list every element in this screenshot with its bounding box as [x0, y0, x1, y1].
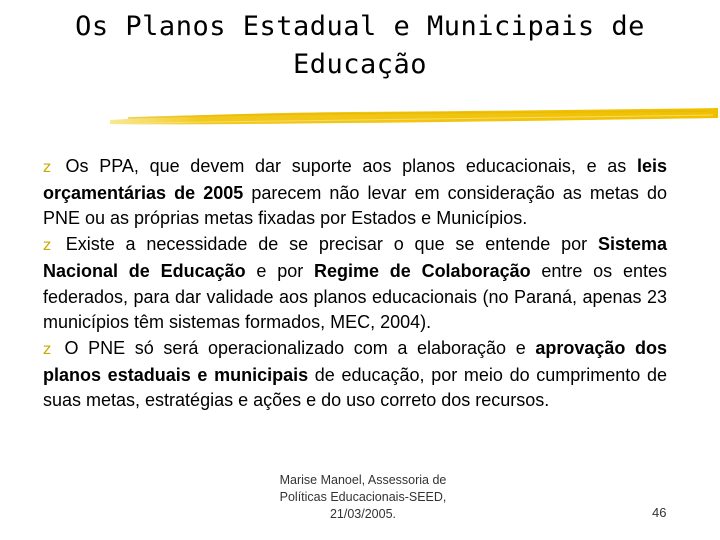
z-bullet-icon: z: [43, 339, 51, 358]
title-underline-brushstroke: [108, 104, 720, 130]
paragraph-text: entre os entes federados, para dar validade aos planos educacionais (no Paraná, apenas 23 municípios têm sistemas formados, MEC, 2004).: [43, 260, 667, 333]
footer-author: Marise Manoel, Assessoria de: [279, 473, 447, 487]
slide-title: [0, 8, 720, 84]
footer-department: Políticas Educacionais-SEED,: [279, 490, 447, 504]
emphasis-text: aprovação dos planos estaduais e municipais: [43, 337, 667, 385]
page-number: 46: [652, 505, 667, 520]
slide-body: [43, 154, 667, 414]
slide-title-line-1: Os Planos Estadual e Municipais de: [75, 11, 645, 42]
paragraph-text: Existe a necessidade de se precisar o que se entende por: [54, 234, 598, 255]
slide-title-line-2: Educação: [292, 49, 428, 80]
paragraph-text: O PNE só será operacionalizado com a elaboração e: [54, 337, 536, 358]
footer-date: 21/03/2005.: [329, 507, 397, 521]
paragraph-text: Os PPA, que devem dar suporte aos planos educacionais, e as: [54, 156, 637, 176]
emphasis-text: Sistema Nacional de Educação: [43, 234, 667, 281]
z-bullet-icon: z: [43, 158, 51, 176]
bullet-paragraph: [43, 154, 667, 232]
emphasis-text: Regime de Colaboração: [313, 260, 531, 281]
paragraph-text: de educação, por meio do cumprimento de suas metas, estratégias e ações e do uso correto dos recursos.: [43, 364, 668, 411]
paragraph-text: e por: [245, 260, 314, 281]
bullet-paragraph: [43, 336, 667, 414]
slide-footer: [258, 472, 468, 523]
z-bullet-icon: z: [43, 236, 51, 255]
emphasis-text: leis orçamentárias de 2005: [43, 156, 667, 203]
bullet-paragraph: [43, 232, 667, 336]
paragraph-text: parecem não levar em consideração as metas do PNE ou as próprias metas fixadas por Estados e Municípios.: [43, 182, 667, 229]
